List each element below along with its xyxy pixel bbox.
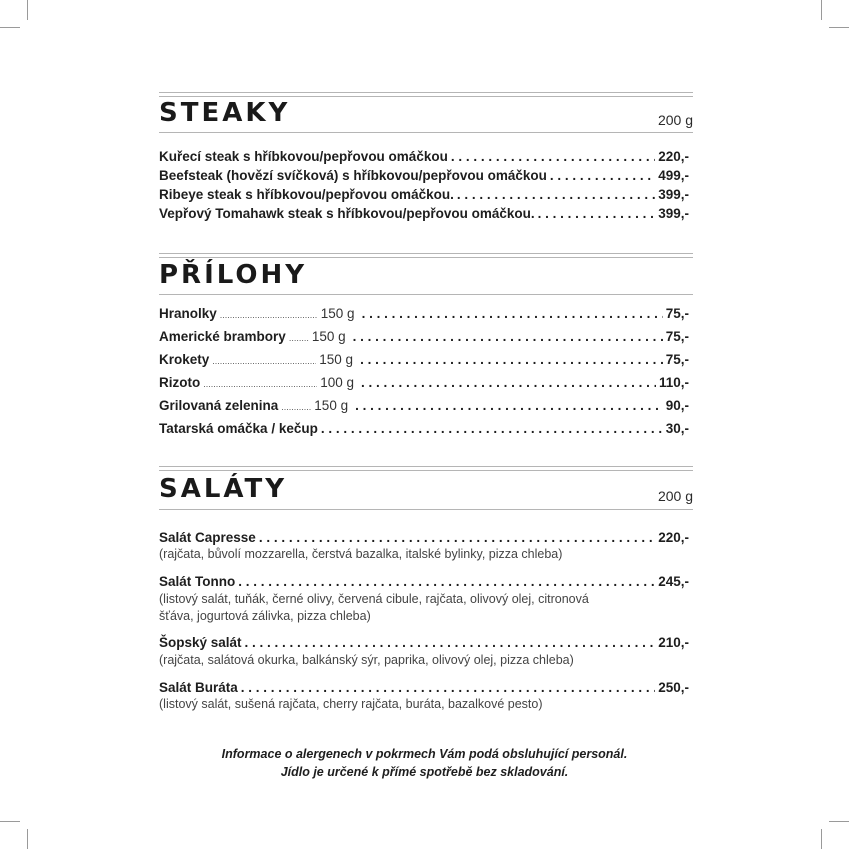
item-name: Salát Buráta	[159, 680, 238, 695]
menu-item-side	[159, 420, 689, 438]
dot-leader	[289, 329, 309, 347]
item-name: Hranolky	[159, 306, 217, 321]
item-price: 110,-	[658, 375, 689, 390]
item-price: 75,-	[665, 352, 689, 367]
section-underline	[159, 294, 693, 295]
dot-leader	[360, 351, 663, 369]
item-name: Salát Capresse	[159, 530, 256, 545]
section-title-salaty: SALÁTY	[159, 474, 288, 504]
item-name: Ribeye steak s hříbkovou/pepřovou omáčkou.	[159, 187, 454, 202]
crop-mark	[27, 829, 28, 849]
item-price: 90,-	[665, 398, 689, 413]
menu-item-salad	[159, 634, 689, 652]
dot-leader	[550, 167, 655, 185]
item-name: Rizoto	[159, 375, 201, 390]
dot-leader	[451, 148, 655, 166]
item-weight: 150 g	[319, 352, 354, 367]
item-price: 75,-	[665, 329, 689, 344]
dot-leader	[259, 529, 655, 547]
dot-leader	[362, 305, 663, 323]
item-description: (listový salát, tuňák, černé olivy, červená cibule, rajčata, olivový olej, citronová	[159, 592, 589, 606]
dot-leader	[203, 375, 317, 393]
dot-leader	[245, 634, 656, 652]
menu-item-salad	[159, 529, 689, 547]
section-title-steaky: STEAKY	[159, 98, 291, 128]
item-description: (rajčata, bůvolí mozzarella, čerstvá bazalka, italské bylinky, pizza chleba)	[159, 547, 563, 561]
item-price: 210,-	[658, 635, 689, 650]
item-description: (listový salát, sušená rajčata, cherry rajčata, buráta, bazalkové pesto)	[159, 697, 543, 711]
section-underline	[159, 132, 693, 133]
dot-leader	[238, 573, 655, 591]
item-price: 220,-	[658, 530, 689, 545]
crop-mark	[0, 821, 20, 822]
section-weight-salaty: 200 g	[657, 488, 693, 504]
crop-mark	[829, 821, 849, 822]
item-weight: 150 g	[314, 398, 349, 413]
dot-leader	[355, 397, 663, 415]
crop-mark	[0, 27, 20, 28]
section-rule	[159, 92, 693, 97]
section-title-prilohy: PŘÍLOHY	[159, 260, 308, 290]
dot-leader	[241, 679, 655, 697]
menu-item-side	[159, 328, 689, 347]
section-underline	[159, 509, 693, 510]
item-name: Vepřový Tomahawk steak s hříbkovou/pepřovou omáčkou.	[159, 206, 535, 221]
section-rule	[159, 253, 693, 258]
item-weight: 150 g	[320, 306, 355, 321]
storage-note: Jídlo je určené k přímé spotřebě bez skladování.	[280, 765, 569, 779]
item-name: Americké brambory	[159, 329, 286, 344]
item-price: 399,-	[658, 206, 689, 221]
item-price: 399,-	[658, 187, 689, 202]
crop-mark	[829, 27, 849, 28]
item-name: Salát Tonno	[159, 574, 236, 589]
item-price: 245,-	[658, 574, 689, 589]
menu-item-side	[159, 397, 689, 416]
dot-leader	[220, 306, 318, 324]
allergen-note: Informace o alergenech v pokrmech Vám podá obsluhující personál.	[221, 747, 628, 761]
dot-leader	[361, 374, 656, 392]
item-price: 30,-	[665, 421, 689, 436]
dot-leader	[353, 328, 663, 346]
item-name: Grilovaná zelenina	[159, 398, 279, 413]
menu-item-steak	[159, 148, 689, 166]
item-price: 250,-	[658, 680, 689, 695]
item-name: Beefsteak (hovězí svíčková) s hříbkovou/pepřovou omáčkou	[159, 168, 547, 183]
item-weight: 150 g	[311, 329, 346, 344]
item-description: (rajčata, salátová okurka, balkánský sýr, paprika, olivový olej, pizza chleba)	[159, 653, 574, 667]
item-name: Krokety	[159, 352, 210, 367]
menu-item-steak	[159, 167, 689, 185]
menu-item-side	[159, 374, 689, 393]
menu-item-side	[159, 305, 689, 324]
dot-leader	[212, 352, 316, 370]
section-rule	[159, 466, 693, 471]
menu-item-side	[159, 351, 689, 370]
crop-mark	[821, 0, 822, 20]
dot-leader	[281, 398, 311, 416]
item-price: 499,-	[658, 168, 689, 183]
menu-item-steak	[159, 186, 689, 204]
dot-leader	[538, 205, 656, 223]
crop-mark	[27, 0, 28, 20]
item-price: 75,-	[665, 306, 689, 321]
crop-mark	[821, 829, 822, 849]
dot-leader	[321, 420, 663, 438]
menu-item-steak	[159, 205, 689, 223]
menu-item-salad	[159, 679, 689, 697]
item-weight: 100 g	[320, 375, 355, 390]
item-name: Tatarská omáčka / kečup	[159, 421, 318, 436]
item-name: Šopský salát	[159, 635, 242, 650]
item-price: 220,-	[658, 149, 689, 164]
item-description: šťáva, jogurtová zálivka, pizza chleba)	[159, 609, 371, 623]
section-weight-steaky: 200 g	[657, 112, 693, 128]
menu-item-salad	[159, 573, 689, 591]
dot-leader	[457, 186, 655, 204]
item-name: Kuřecí steak s hříbkovou/pepřovou omáčkou	[159, 149, 448, 164]
